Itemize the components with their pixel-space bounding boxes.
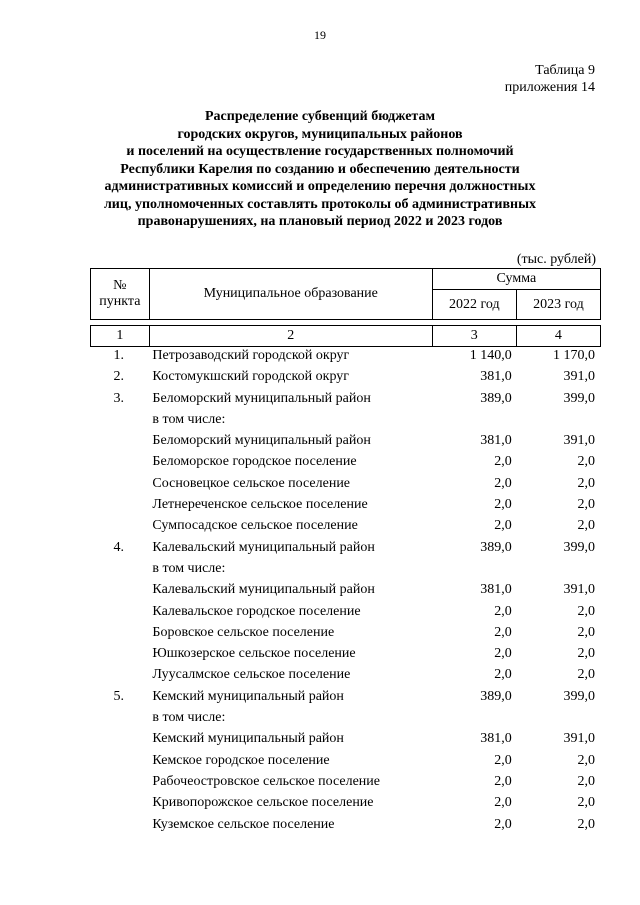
table-ref-line1: Таблица 9	[535, 63, 595, 78]
header-municipality: Муниципальное образование	[149, 269, 432, 320]
row-municipality: Калевальское городское поселение	[152, 603, 361, 619]
table-row	[90, 728, 601, 749]
row-value-2022: 2,0	[494, 497, 512, 513]
row-municipality: Калевальский муниципальный район	[152, 539, 375, 555]
row-municipality: в том числе:	[152, 710, 226, 726]
row-value-2023: 391,0	[563, 369, 595, 385]
row-value-2023: 2,0	[577, 497, 595, 513]
row-municipality: Кемский муниципальный район	[152, 688, 344, 704]
header-2023: 2023 год	[516, 290, 600, 320]
row-value-2023: 391,0	[563, 433, 595, 449]
row-municipality: Калевальский муниципальный район	[152, 582, 375, 598]
row-value-2023: 2,0	[577, 752, 595, 768]
row-number	[90, 473, 147, 494]
row-number	[90, 792, 147, 813]
row-value-2023	[518, 558, 601, 579]
row-number: 5.	[113, 688, 124, 704]
table-row	[90, 643, 601, 664]
row-number: 1.	[113, 348, 124, 363]
row-number	[90, 579, 147, 600]
table-row	[90, 451, 601, 472]
row-value-2023: 2,0	[577, 667, 595, 683]
row-value-2023	[518, 409, 601, 430]
units-label: (тыс. рублей)	[516, 252, 596, 267]
row-number: 2.	[113, 369, 124, 385]
row-value-2022: 2,0	[494, 795, 512, 811]
header-sum: Сумма	[432, 269, 600, 290]
row-value-2022: 389,0	[480, 390, 512, 406]
table-row	[90, 388, 601, 409]
row-number	[90, 643, 147, 664]
header-2022: 2022 год	[432, 290, 516, 320]
row-value-2022: 2,0	[494, 603, 512, 619]
row-municipality: Боровское сельское поселение	[152, 624, 335, 640]
row-value-2023: 399,0	[563, 390, 595, 406]
row-municipality: Кривопорожское сельское поселение	[152, 795, 374, 811]
header-col-index: 3	[432, 326, 516, 347]
document-title	[60, 108, 580, 231]
row-municipality: Беломорский муниципальный район	[152, 433, 371, 449]
table-row	[90, 558, 601, 579]
title-line: лиц, уполномоченных составлять протоколы об административных	[103, 196, 537, 212]
row-municipality: Сосновецкое сельское поселение	[152, 475, 351, 491]
row-value-2023: 2,0	[577, 454, 595, 470]
row-value-2022: 2,0	[494, 667, 512, 683]
row-municipality: Беломорское городское поселение	[152, 454, 357, 470]
table-body	[90, 345, 601, 835]
header-number: № пункта	[91, 269, 150, 320]
title-line: административных комиссий и определению перечня должностных	[104, 179, 536, 194]
table-row	[90, 366, 601, 387]
row-number: 4.	[113, 539, 124, 555]
row-value-2023: 2,0	[577, 773, 595, 789]
row-value-2022: 1 140,0	[469, 348, 512, 363]
row-number	[90, 728, 147, 749]
table-row	[90, 537, 601, 558]
row-value-2023: 2,0	[577, 518, 595, 534]
table-reference	[505, 62, 595, 96]
table-row	[90, 515, 601, 536]
table-row	[90, 686, 601, 707]
row-value-2022: 381,0	[480, 433, 512, 449]
row-number	[90, 430, 147, 451]
row-value-2023: 391,0	[563, 582, 595, 598]
row-number	[90, 601, 147, 622]
row-value-2022: 381,0	[480, 582, 512, 598]
row-value-2022: 2,0	[494, 454, 512, 470]
row-number	[90, 771, 147, 792]
title-line: и поселений на осуществление государственных полномочий	[126, 144, 514, 159]
row-municipality: Рабочеостровское сельское поселение	[152, 773, 381, 789]
row-number	[90, 814, 147, 835]
title-line: городских округов, муниципальных районов	[177, 126, 463, 142]
row-value-2022	[435, 409, 518, 430]
row-value-2023	[518, 707, 601, 728]
row-number	[90, 622, 147, 643]
row-value-2022: 2,0	[494, 773, 512, 789]
header-col-index: 4	[516, 326, 600, 347]
row-municipality: в том числе:	[152, 560, 226, 576]
row-number	[90, 494, 147, 515]
row-value-2023: 399,0	[563, 539, 595, 555]
table-row	[90, 622, 601, 643]
table-header	[90, 268, 601, 347]
row-value-2022: 2,0	[494, 646, 512, 662]
row-value-2023: 2,0	[577, 795, 595, 811]
row-value-2022: 381,0	[480, 369, 512, 385]
row-municipality: Беломорский муниципальный район	[152, 390, 371, 406]
row-value-2022	[435, 558, 518, 579]
header-col-index: 2	[149, 326, 432, 347]
row-value-2022: 381,0	[480, 731, 512, 747]
page-number: 19	[314, 28, 326, 42]
title-line: Распределение субвенций бюджетам	[205, 109, 435, 124]
table-row	[90, 430, 601, 451]
table-row	[90, 345, 601, 366]
row-number	[90, 664, 147, 685]
header-col-index: 1	[91, 326, 150, 347]
row-value-2022: 389,0	[480, 539, 512, 555]
table-row	[90, 473, 601, 494]
row-municipality: Кемский муниципальный район	[152, 731, 344, 747]
row-municipality: Сумпосадское сельское поселение	[152, 518, 358, 534]
table-row	[90, 814, 601, 835]
row-number	[90, 707, 147, 728]
row-municipality: Кемское городское поселение	[152, 752, 330, 768]
row-number: 3.	[113, 390, 124, 406]
row-value-2022: 389,0	[480, 688, 512, 704]
row-municipality: в том числе:	[152, 411, 226, 427]
row-number	[90, 409, 147, 430]
row-value-2023: 391,0	[563, 731, 595, 747]
table-row	[90, 601, 601, 622]
table-row	[90, 579, 601, 600]
title-line: правонарушениях, на плановый период 2022 и 2023 годов	[137, 214, 503, 229]
row-municipality: Юшкозерское сельское поселение	[152, 646, 356, 662]
row-municipality: Луусалмское сельское поселение	[152, 667, 351, 683]
table-row	[90, 494, 601, 515]
row-number	[90, 558, 147, 579]
row-municipality: Куземское сельское поселение	[152, 816, 335, 832]
row-value-2022	[435, 707, 518, 728]
row-municipality: Петрозаводский городской округ	[152, 348, 350, 363]
row-number	[90, 750, 147, 771]
row-number	[90, 515, 147, 536]
row-value-2023: 2,0	[577, 603, 595, 619]
table-row	[90, 707, 601, 728]
title-line: Республики Карелия по созданию и обеспечению деятельности	[120, 161, 520, 177]
row-value-2022: 2,0	[494, 624, 512, 640]
table-row	[90, 792, 601, 813]
row-number	[90, 451, 147, 472]
table-row	[90, 750, 601, 771]
row-value-2022: 2,0	[494, 752, 512, 768]
table-ref-line2: приложения 14	[504, 80, 595, 95]
table-row	[90, 664, 601, 685]
row-value-2023: 1 170,0	[553, 348, 595, 363]
row-value-2023: 2,0	[577, 816, 595, 832]
row-value-2023: 399,0	[563, 688, 595, 704]
row-value-2023: 2,0	[577, 624, 595, 640]
row-municipality: Летнереченское сельское поселение	[152, 497, 368, 513]
table-row	[90, 409, 601, 430]
table-row	[90, 771, 601, 792]
row-value-2022: 2,0	[494, 475, 512, 491]
row-value-2023: 2,0	[577, 475, 595, 491]
row-value-2022: 2,0	[494, 816, 512, 832]
row-value-2022: 2,0	[494, 518, 512, 534]
row-municipality: Костомукшский городской округ	[152, 369, 350, 385]
row-value-2023: 2,0	[577, 646, 595, 662]
